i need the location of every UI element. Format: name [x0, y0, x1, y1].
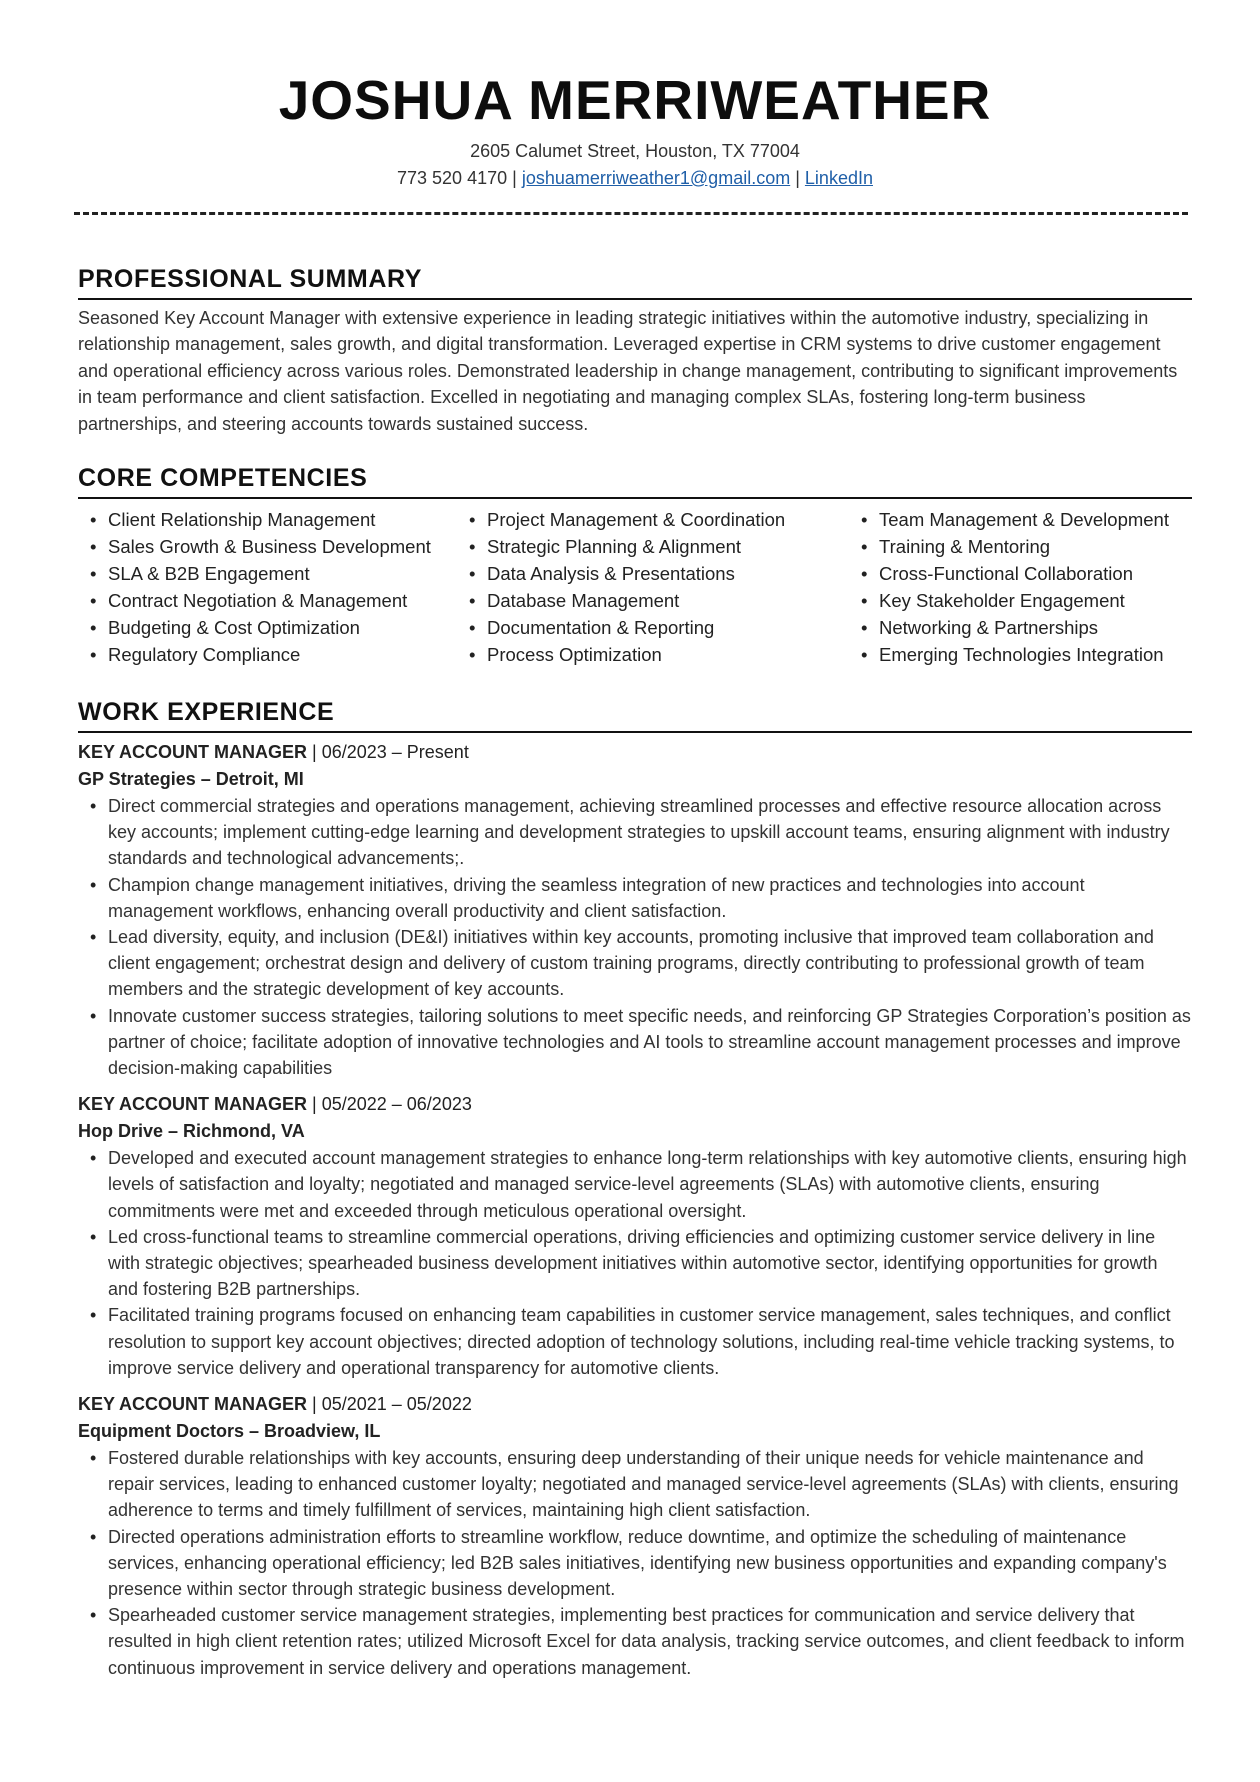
job-entry [78, 739, 1192, 1081]
job-entry [78, 1391, 1192, 1681]
competencies-column [457, 506, 849, 668]
job-header [78, 739, 1192, 766]
competency-item: • Budgeting & Cost Optimization [78, 614, 457, 641]
job-entry [78, 1091, 1192, 1381]
competency-item: • Data Analysis & Presentations [457, 560, 849, 587]
competencies-column [78, 506, 457, 668]
competency-item: • Database Management [457, 587, 849, 614]
competency-item: • Documentation & Reporting [457, 614, 849, 641]
bullet-item: • Developed and executed account management strategies to enhance long-term relationships with key automotive clients, ensuring high levels of satisfaction and loyalty; negotiated and managed service-level agreements (SLAs) with automotive clients, ensuring commitments were met and exceeded through meticulous operational oversight. [78, 1145, 1192, 1224]
job-title: KEY ACCOUNT MANAGER [78, 742, 308, 762]
competency-item: • Contract Negotiation & Management [78, 587, 457, 614]
competency-item: • Training & Mentoring [849, 533, 1192, 560]
summary-heading: PROFESSIONAL SUMMARY [78, 264, 1192, 300]
bullet-item: • Led cross-functional teams to streamline commercial operations, driving efficiencies and optimizing customer service delivery in line with strategic objectives; spearheaded business development initiatives within automotive sector, identifying opportunities for growth and fostering B2B partnerships. [78, 1224, 1192, 1303]
competency-item: • Emerging Technologies Integration [849, 641, 1192, 668]
bullet-item: • Spearheaded customer service management strategies, implementing best practices for communication and service delivery that resulted in high client retention rates; utilized Microsoft Excel for data analysis, tracking service outcomes, and client feedback to inform continuous improvement in service delivery and operations management. [78, 1602, 1192, 1681]
competency-item: • SLA & B2B Engagement [78, 560, 457, 587]
bullet-item: • Direct commercial strategies and operations management, achieving streamlined processes and effective resource allocation across key accounts; implement cutting-edge learning and development strategies to upskill account teams, ensuring alignment with industry standards and technological advancements;. [78, 793, 1192, 872]
email-link[interactable]: joshuamerriweather1@gmail.com [521, 168, 791, 188]
contact-address: 2605 Calumet Street, Houston, TX 77004 [470, 141, 800, 161]
job-bullets [78, 793, 1192, 1081]
job-company: Hop Drive – Richmond, VA [78, 1121, 305, 1142]
competencies-column [849, 506, 1192, 668]
resume-page [78, 0, 1192, 1678]
candidate-name: JOSHUA MERRIWEATHER [278, 69, 992, 131]
competency-item: • Strategic Planning & Alignment [457, 533, 849, 560]
competency-item: • Process Optimization [457, 641, 849, 668]
bullet-item: • Lead diversity, equity, and inclusion (DE&I) initiatives within key accounts, promoting inclusive that improved team collaboration and client engagement; orchestrat design and delivery of custom training programs, directly contributing to professional growth of team members and the strategic development of key accounts. [78, 924, 1192, 1003]
competency-item: • Client Relationship Management [78, 506, 457, 533]
job-title: KEY ACCOUNT MANAGER [78, 1394, 308, 1415]
job-bullets [78, 1145, 1192, 1381]
job-company: Equipment Doctors – Broadview, IL [78, 1421, 381, 1442]
competencies-heading: CORE COMPETENCIES [78, 463, 1192, 499]
header-divider [74, 212, 1188, 215]
job-header [78, 1391, 1192, 1418]
competency-item: • Team Management & Development [849, 506, 1192, 533]
competency-item: • Sales Growth & Business Development [78, 533, 457, 560]
competency-item: • Cross-Functional Collaboration [849, 560, 1192, 587]
bullet-item: • Directed operations administration efforts to streamline workflow, reduce downtime, and optimize the scheduling of maintenance services, enhancing operational efficiency; led B2B sales initiatives, identifying new business opportunities and expanding company's presence within sector through strategic business development. [78, 1524, 1192, 1603]
linkedin-link[interactable]: LinkedIn [804, 168, 873, 188]
job-title: KEY ACCOUNT MANAGER [78, 1094, 308, 1115]
contact-separator: | [512, 168, 517, 188]
bullet-item: • Innovate customer success strategies, tailoring solutions to meet specific needs, and reinforcing GP Strategies Corporation’s position as partner of choice; facilitate adoption of innovative technologies and AI tools to streamline account management processes and improve decision-making capabilities [78, 1003, 1192, 1082]
competencies-section [78, 463, 1192, 668]
summary-section [78, 264, 1192, 437]
competency-item: • Key Stakeholder Engagement [849, 587, 1192, 614]
job-dates: | 05/2022 – 06/2023 [312, 1094, 472, 1115]
job-header [78, 1091, 1192, 1118]
competency-item: • Networking & Partnerships [849, 614, 1192, 641]
bullet-item: • Facilitated training programs focused on enhancing team capabilities in customer service management, sales techniques, and conflict resolution to support key account objectives; directed adoption of technology solutions, including real-time vehicle tracking systems, to improve service delivery and operational transparency for automotive clients. [78, 1302, 1192, 1381]
competency-item: • Project Management & Coordination [457, 506, 849, 533]
bullet-item: • Champion change management initiatives, driving the seamless integration of new practices and technologies into account management workflows, enhancing overall productivity and client satisfaction. [78, 872, 1192, 924]
job-dates: | 06/2023 – Present [312, 742, 469, 762]
experience-section [78, 697, 1192, 1681]
competencies-grid [78, 506, 1192, 668]
experience-heading: WORK EXPERIENCE [78, 697, 1192, 733]
job-company: GP Strategies – Detroit, MI [78, 769, 304, 789]
competency-item: • Regulatory Compliance [78, 641, 457, 668]
job-dates: | 05/2021 – 05/2022 [312, 1394, 472, 1415]
contact-phone: 773 520 4170 [397, 168, 508, 188]
contact-separator: | [795, 168, 800, 188]
job-bullets [78, 1445, 1192, 1681]
summary-text: Seasoned Key Account Manager with extensive experience in leading strategic initiatives within the automotive industry, specializing in relationship management, sales growth, and digital transformation. Leveraged expertise in CRM systems to drive customer engagement and operational efficiency across various roles. Demonstrated leadership in change management, contributing to significant improvements in team performance and client satisfaction. Excelled in negotiating and managing complex SLAs, fostering long-term business partnerships, and steering accounts towards sustained success. [78, 308, 1178, 434]
contact-line [78, 165, 1192, 192]
bullet-item: • Fostered durable relationships with key accounts, ensuring deep understanding of their unique needs for vehicle maintenance and repair services, leading to enhanced customer loyalty; negotiated and managed service-level agreements (SLAs) with clients, ensuring adherence to terms and timely fulfillment of services, maintaining high client satisfaction. [78, 1445, 1192, 1524]
